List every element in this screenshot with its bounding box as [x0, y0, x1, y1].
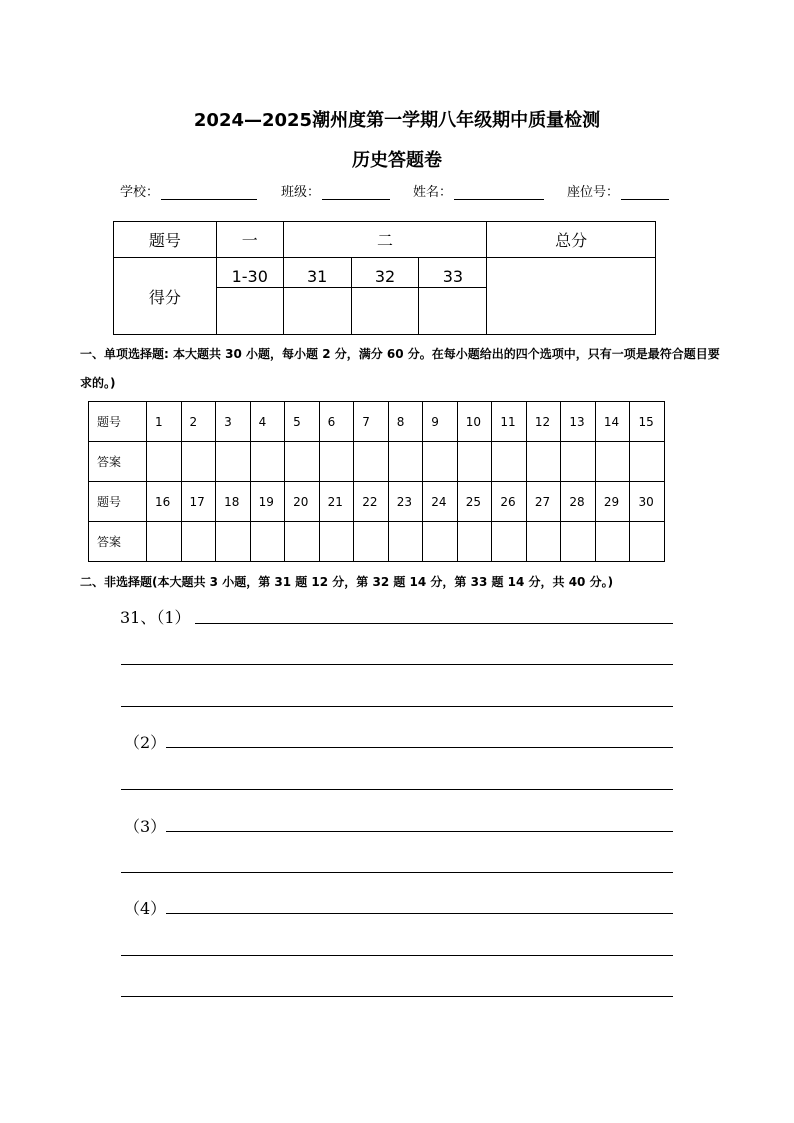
score-cell-33[interactable] — [419, 288, 487, 335]
answer-cell[interactable] — [147, 522, 182, 562]
answer-cell[interactable] — [457, 442, 492, 482]
answer-question-number: 16 — [147, 482, 182, 522]
answer-row-label-question: 题号 — [89, 482, 147, 522]
section2-instructions: 二、非选择题(本大题共 3 小题，第 31 题 12 分，第 32 题 14 分，第 33 题 14 分，共 40 分。) — [80, 575, 614, 589]
answer-cell[interactable] — [595, 442, 630, 482]
answer-line[interactable] — [121, 872, 673, 873]
exam-title: 2024—2025潮州度第一学期八年级期中质量检测 — [193, 110, 601, 131]
answer-number-row — [89, 402, 665, 442]
q31-part1-label: 31、（1） — [120, 608, 191, 627]
answer-line[interactable] — [121, 789, 673, 790]
q31-part2-label: （2） — [124, 733, 167, 752]
exam-subtitle: 历史答题卷 — [352, 150, 442, 171]
class-field — [281, 181, 390, 200]
name-label: 姓名： — [413, 185, 453, 200]
answer-question-number: 11 — [492, 402, 527, 442]
answer-row-label-question: 题号 — [89, 402, 147, 442]
answer-cell[interactable] — [630, 522, 665, 562]
answer-question-number: 17 — [181, 482, 216, 522]
answer-question-number: 24 — [423, 482, 458, 522]
answer-line[interactable] — [121, 996, 673, 997]
answer-question-number: 12 — [526, 402, 561, 442]
answer-cell[interactable] — [561, 442, 596, 482]
score-sub-header: 32 — [351, 258, 419, 288]
answer-question-number: 19 — [250, 482, 285, 522]
answer-question-number: 28 — [561, 482, 596, 522]
seat-label: 座位号： — [567, 185, 620, 200]
answer-cell[interactable] — [250, 442, 285, 482]
answer-question-number: 27 — [526, 482, 561, 522]
name-field — [413, 181, 544, 200]
answer-line[interactable] — [166, 831, 673, 832]
answer-cell[interactable] — [319, 442, 354, 482]
answer-line[interactable] — [166, 747, 673, 748]
score-cell-31[interactable] — [283, 288, 351, 335]
answer-question-number: 18 — [216, 482, 251, 522]
answer-cell[interactable] — [216, 442, 251, 482]
answer-row-label-answer: 答案 — [89, 522, 147, 562]
answer-question-number: 5 — [285, 402, 320, 442]
seat-field — [567, 181, 669, 200]
answer-question-number: 7 — [354, 402, 389, 442]
score-col-question: 题号 — [114, 222, 217, 258]
answer-question-number: 6 — [319, 402, 354, 442]
answer-question-number: 8 — [388, 402, 423, 442]
answer-question-number: 1 — [147, 402, 182, 442]
answer-question-number: 25 — [457, 482, 492, 522]
name-blank[interactable] — [454, 185, 544, 200]
answer-question-number: 13 — [561, 402, 596, 442]
school-field — [120, 181, 257, 200]
answer-cell[interactable] — [423, 522, 458, 562]
answer-cell[interactable] — [492, 522, 527, 562]
answer-cell[interactable] — [423, 442, 458, 482]
answer-cell[interactable] — [181, 442, 216, 482]
answer-number-row — [89, 482, 665, 522]
answer-question-number: 21 — [319, 482, 354, 522]
answer-line[interactable] — [121, 706, 673, 707]
answer-question-number: 2 — [181, 402, 216, 442]
answer-question-number: 26 — [492, 482, 527, 522]
q31-part3-label: （3） — [124, 817, 167, 836]
score-col-part1: 一 — [216, 222, 283, 258]
answer-cell[interactable] — [630, 442, 665, 482]
answer-question-number: 3 — [216, 402, 251, 442]
answer-question-number: 30 — [630, 482, 665, 522]
answer-input-row — [89, 522, 665, 562]
answer-question-number: 23 — [388, 482, 423, 522]
score-sub-header: 31 — [283, 258, 351, 288]
score-row-label: 得分 — [114, 258, 217, 335]
q31-part4-label: （4） — [124, 899, 167, 918]
answer-cell[interactable] — [354, 442, 389, 482]
answer-question-number: 15 — [630, 402, 665, 442]
answer-line[interactable] — [121, 955, 673, 956]
answer-question-number: 10 — [457, 402, 492, 442]
score-cell-1-30[interactable] — [216, 288, 283, 335]
score-col-total: 总分 — [487, 222, 656, 258]
score-total-cell[interactable] — [487, 258, 656, 335]
score-col-part2: 二 — [283, 222, 487, 258]
answer-cell[interactable] — [216, 522, 251, 562]
answer-cell[interactable] — [147, 442, 182, 482]
answer-question-number: 22 — [354, 482, 389, 522]
answer-cell[interactable] — [526, 442, 561, 482]
class-label: 班级： — [281, 185, 321, 200]
answer-question-number: 29 — [595, 482, 630, 522]
answer-cell[interactable] — [561, 522, 596, 562]
answer-line[interactable] — [121, 664, 673, 665]
section1-instructions: 一、单项选择题: 本大题共 30 小题，每小题 2 分，满分 60 分。在每小题给出的四个选项中，只有一项是最符合题目要求的。) — [80, 347, 720, 390]
answer-input-row — [89, 442, 665, 482]
answer-cell[interactable] — [388, 442, 423, 482]
seat-blank[interactable] — [621, 185, 669, 200]
score-cell-32[interactable] — [351, 288, 419, 335]
score-table — [113, 221, 656, 335]
score-sub-header: 1-30 — [216, 258, 283, 288]
school-blank[interactable] — [161, 185, 257, 200]
score-sub-header: 33 — [419, 258, 487, 288]
answer-cell[interactable] — [457, 522, 492, 562]
answer-question-number: 20 — [285, 482, 320, 522]
answer-cell[interactable] — [319, 522, 354, 562]
answer-table — [88, 401, 665, 562]
answer-question-number: 4 — [250, 402, 285, 442]
answer-line[interactable] — [166, 913, 673, 914]
answer-cell[interactable] — [285, 442, 320, 482]
answer-cell[interactable] — [181, 522, 216, 562]
answer-cell[interactable] — [285, 522, 320, 562]
answer-cell[interactable] — [354, 522, 389, 562]
answer-cell[interactable] — [492, 442, 527, 482]
school-label: 学校： — [120, 185, 160, 200]
answer-question-number: 14 — [595, 402, 630, 442]
answer-line[interactable] — [195, 623, 673, 624]
answer-cell[interactable] — [595, 522, 630, 562]
answer-cell[interactable] — [526, 522, 561, 562]
class-blank[interactable] — [322, 185, 390, 200]
answer-row-label-answer: 答案 — [89, 442, 147, 482]
answer-cell[interactable] — [250, 522, 285, 562]
answer-question-number: 9 — [423, 402, 458, 442]
answer-cell[interactable] — [388, 522, 423, 562]
